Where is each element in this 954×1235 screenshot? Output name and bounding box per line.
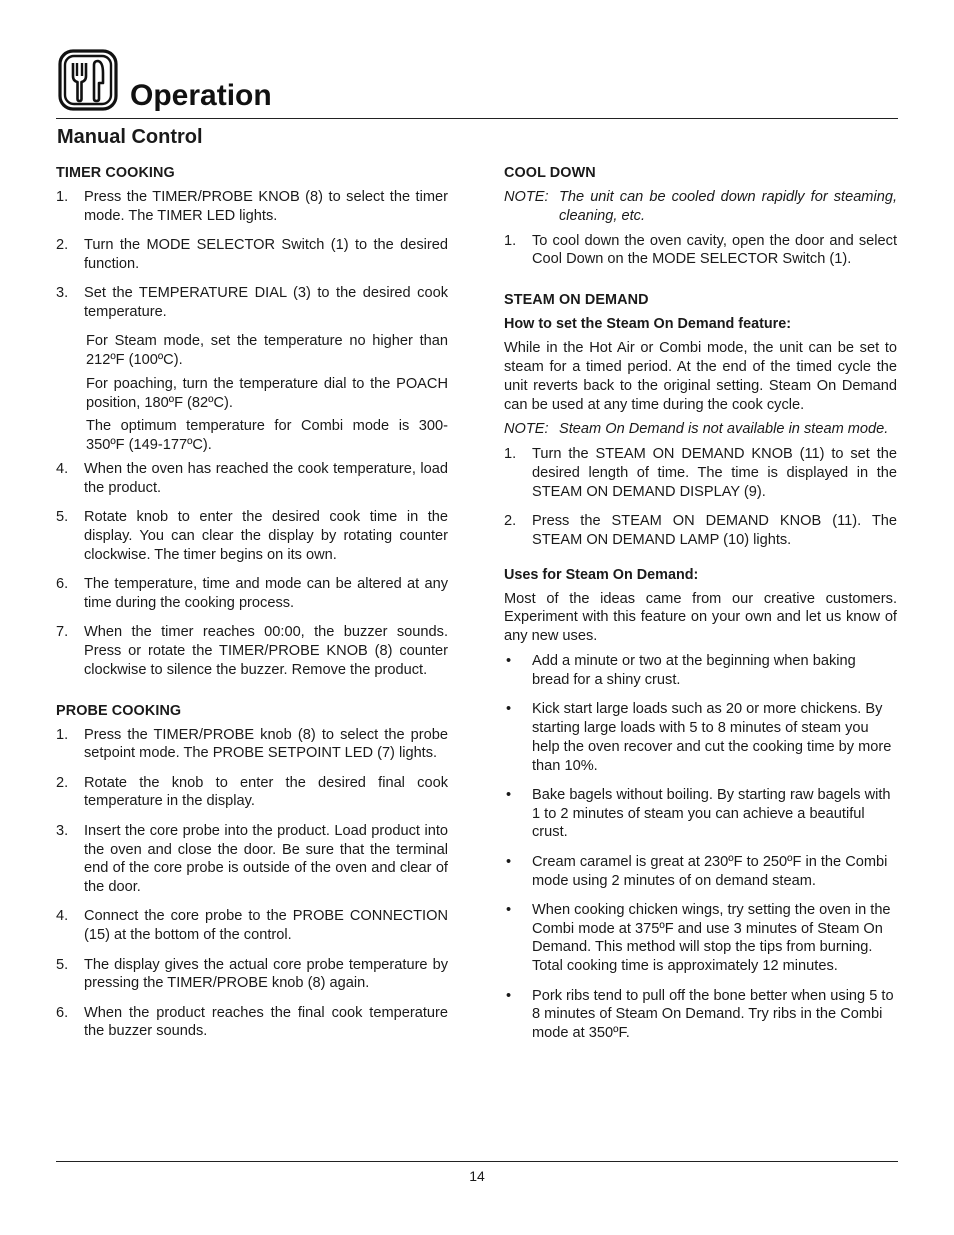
steam-on-demand-how-heading: How to set the Steam On Demand feature: [504, 316, 792, 333]
page-header [56, 48, 898, 120]
list-item: 3. Insert the core probe into the product. Load product into the oven and close the door. Be sure that the terminal end of the core probe is outside of the oven and clear of the door. [56, 822, 448, 896]
uses-list [504, 652, 897, 1043]
list-item: 5. Rotate knob to enter the desired cook time in the display. You can clear the display by rotating counter clockwise. The timer begins on its own. [56, 509, 448, 563]
timer-cooking-heading: TIMER COOKING [56, 165, 175, 181]
list-item: 2. Turn the MODE SELECTOR Switch (1) to the desired function. [56, 237, 448, 272]
list-item: 7. When the timer reaches 00:00, the buzzer sounds. Press or rotate the TIMER/PROBE KNOB (8) counter clockwise to silence the buzzer. Remove the product. [56, 624, 448, 678]
right-column [504, 164, 897, 1043]
list-item: • Bake bagels without boiling. By starting raw bagels with 1 to 2 minutes of steam you can achieve a beautiful crust. [506, 786, 891, 841]
list-item: • When cooking chicken wings, try setting the oven in the Combi mode at 375ºF and use 3 minutes of Steam On Demand. This method will stop the tips from burning. Total cooking time is approximately 12 minutes. [506, 901, 891, 975]
list-item: 4. Connect the core probe to the PROBE CONNECTION (15) at the bottom of the control. [56, 908, 448, 944]
section-title: Manual Control [57, 126, 203, 148]
list-item: 2. Press the STEAM ON DEMAND KNOB (11). The STEAM ON DEMAND LAMP (10) lights. [504, 513, 897, 548]
list-item: 1. Press the TIMER/PROBE knob (8) to select the probe setpoint mode. The PROBE SETPOINT LED (7) lights. [56, 726, 448, 762]
page-number: 14 [469, 1168, 485, 1184]
list-item: 3. Set the TEMPERATURE DIAL (3) to the desired cook temperature. [56, 285, 448, 320]
list-item: 4. When the oven has reached the cook temperature, load the product. [56, 461, 448, 496]
page-title: Operation [130, 79, 272, 112]
list-item: 6. The temperature, time and mode can be altered at any time during the cooking process. [56, 576, 448, 611]
steam-on-demand-note: NOTE: Steam On Demand is not available in steam mode. [504, 421, 889, 438]
list-item: • Add a minute or two at the beginning when baking bread for a shiny crust. [506, 653, 856, 688]
fork-knife-icon [58, 49, 118, 111]
footer-divider [56, 1161, 898, 1162]
uses-heading: Uses for Steam On Demand: [504, 566, 699, 583]
probe-cooking-steps [56, 726, 448, 1042]
list-item: • Cream caramel is great at 230ºF to 250ºF in the Combi mode using 2 minutes of on demand steam. [506, 853, 888, 889]
header-divider [56, 118, 898, 119]
left-column [56, 164, 448, 1041]
list-item: 2. Rotate the knob to enter the desired final cook temperature in the display. [56, 774, 448, 810]
steam-on-demand-steps [504, 445, 897, 549]
cool-down-heading: COOL DOWN [504, 165, 596, 181]
timer-cooking-steps-continued [56, 460, 448, 679]
list-item: 6. When the product reaches the final cook temperature the buzzer sounds. [56, 1004, 448, 1040]
temperature-note: For Steam mode, set the temperature no higher than 212ºF (100ºC). [86, 333, 448, 369]
list-item: • Pork ribs tend to pull off the bone better when using 5 to 8 minutes of Steam On Demand. Try ribs in the Combi mode at 350ºF. [506, 987, 894, 1042]
cool-down-note: NOTE: The unit can be cooled down rapidly for steaming, cleaning, etc. [504, 189, 897, 224]
uses-intro: Most of the ideas came from our creative customers. Experiment with this feature on your own and let us know of any new uses. [504, 590, 897, 645]
timer-cooking-steps [56, 188, 448, 322]
list-item: • Kick start large loads such as 20 or more chickens. By starting large loads with 5 to 8 minutes of steam you help the oven recover and cut the cooking time by more than 10%. [506, 701, 892, 774]
list-item: 1. To cool down the oven cavity, open the door and select Cool Down on the MODE SELECTOR Switch (1). [504, 232, 897, 268]
list-item: 1. Turn the STEAM ON DEMAND KNOB (11) to set the desired length of time. The time is displayed in the STEAM ON DEMAND DISPLAY (9). [504, 446, 897, 500]
temperature-note: For poaching, turn the temperature dial to the POACH position, 180ºF (82ºC). [86, 375, 448, 411]
cool-down-steps [504, 232, 897, 270]
steam-on-demand-intro: While in the Hot Air or Combi mode, the unit can be set to steam for a timed period. At the end of the timed cycle the unit reverts back to the original setting. Steam On Demand can be used at any time during the cook cycle. [504, 340, 897, 413]
list-item: 1. Press the TIMER/PROBE KNOB (8) to select the timer mode. The TIMER LED lights. [56, 189, 448, 224]
temperature-note: The optimum temperature for Combi mode is 300-350ºF (149-177ºC). [86, 418, 448, 454]
list-item: 5. The display gives the actual core probe temperature by pressing the TIMER/PROBE knob (8) again. [56, 956, 448, 992]
probe-cooking-heading: PROBE COOKING [56, 702, 182, 719]
steam-on-demand-heading: STEAM ON DEMAND [504, 292, 649, 309]
